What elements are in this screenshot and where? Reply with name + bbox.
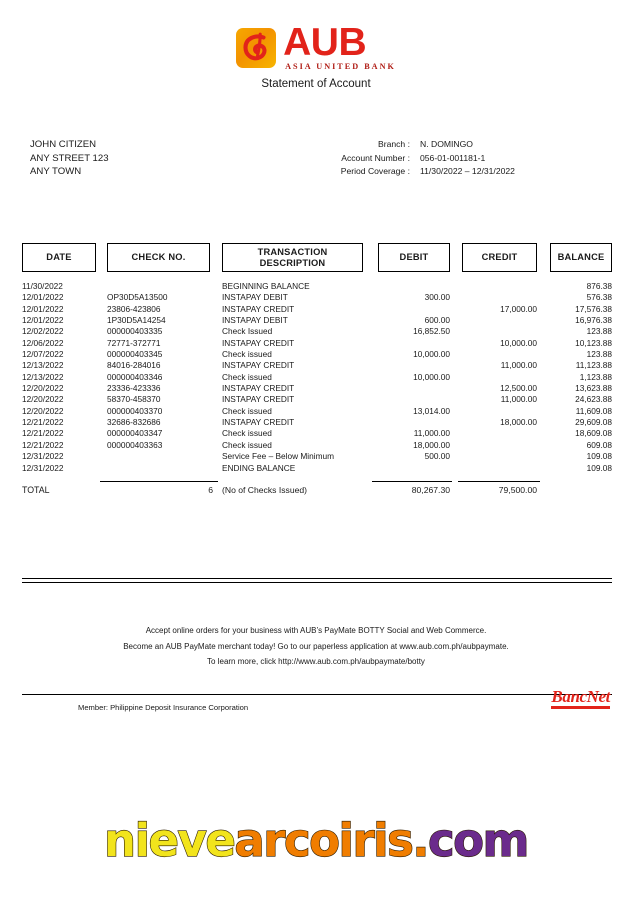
cell-check-no: 23806-423806 — [107, 303, 161, 314]
cell-description: INSTAPAY DEBIT — [222, 315, 288, 326]
page-title: Statement of Account — [261, 78, 371, 91]
cell-balance: 24,623.88 — [575, 394, 612, 405]
cell-date: 12/21/2022 — [22, 428, 64, 439]
cell-date: 12/01/2022 — [22, 303, 64, 314]
table-row — [0, 292, 632, 303]
section-divider-top — [22, 578, 612, 583]
cell-check-no: 000000403363 — [107, 439, 163, 450]
cell-check-no: OP30D5A13500 — [107, 292, 168, 303]
column-header-debit: DEBIT — [378, 243, 450, 272]
cell-description: Check issued — [222, 439, 272, 450]
cell-debit: 18,000.00 — [413, 439, 450, 450]
brand-tagline: ASIA UNITED BANK — [285, 62, 396, 72]
cell-debit: 13,014.00 — [413, 405, 450, 416]
total-credit-rule — [458, 481, 540, 482]
cell-credit: 18,000.00 — [500, 417, 537, 428]
cell-check-no: 000000403345 — [107, 349, 163, 360]
cell-credit: 11,000.00 — [500, 360, 537, 371]
cell-description: INSTAPAY CREDIT — [222, 360, 295, 371]
column-header-check-no: CHECK NO. — [107, 243, 210, 272]
watermark-part-3: com — [427, 814, 528, 867]
cell-balance: 109.08 — [586, 462, 612, 473]
cell-balance: 609.08 — [586, 439, 612, 450]
pdic-member-text: Member: Philippine Deposit Insurance Corporation — [78, 703, 249, 712]
section-divider-bottom — [22, 694, 612, 695]
cell-check-no: 72771-372771 — [107, 337, 161, 348]
table-row — [0, 372, 632, 383]
account-number-value: 056-01-001181-1 — [420, 152, 486, 163]
column-header-description-line1: TRANSACTION — [257, 247, 328, 257]
cell-description: INSTAPAY CREDIT — [222, 303, 295, 314]
total-debit: 80,267.30 — [411, 484, 450, 495]
account-info-block — [0, 138, 632, 186]
cell-description: Check issued — [222, 371, 272, 382]
cell-description: Check issued — [222, 428, 272, 439]
cell-description: Check issued — [222, 349, 272, 360]
bancnet-label: BancNet — [551, 687, 610, 706]
cell-date: 12/20/2022 — [22, 383, 64, 394]
brand-name: AUB — [283, 21, 367, 64]
watermark — [0, 814, 632, 867]
cell-balance: 10,123.88 — [575, 337, 612, 348]
table-row — [0, 360, 632, 371]
period-coverage-value: 11/30/2022 – 12/31/2022 — [420, 166, 515, 176]
period-coverage-label: Period Coverage : — [340, 166, 410, 176]
brand-logo — [0, 21, 632, 72]
cell-debit: 600.00 — [424, 315, 450, 326]
table-row — [0, 463, 632, 474]
document-header — [0, 0, 632, 90]
cell-description: INSTAPAY CREDIT — [222, 337, 295, 348]
transactions-table — [0, 243, 632, 499]
column-header-balance: BALANCE — [550, 243, 612, 272]
cell-date: 11/30/2022 — [22, 281, 63, 291]
cell-debit: 11,000.00 — [413, 428, 450, 439]
branch-label: Branch : — [377, 139, 410, 149]
table-row — [0, 326, 632, 337]
cell-credit: 12,500.00 — [500, 383, 537, 394]
account-detail-row — [318, 138, 548, 152]
table-row — [0, 304, 632, 315]
cell-date: 12/07/2022 — [22, 349, 64, 360]
cell-date: 12/20/2022 — [22, 394, 64, 405]
promo-line-1: Accept online orders for your business with AUB’s PayMate BOTTY Social and Web Commerce. — [145, 626, 487, 635]
column-header-description — [222, 243, 363, 272]
watermark-part-1: nieve — [104, 814, 235, 867]
branch-value: N. DOMINGO — [420, 139, 473, 149]
cell-description: INSTAPAY CREDIT — [222, 394, 295, 405]
table-row — [0, 349, 632, 360]
cell-check-no: 000000403346 — [107, 371, 163, 382]
aub-swirl-logo-icon — [236, 28, 276, 68]
cell-date: 12/06/2022 — [22, 337, 64, 348]
cell-balance: 123.88 — [586, 349, 612, 360]
cell-date: 12/31/2022 — [22, 462, 64, 473]
cell-balance: 576.38 — [586, 292, 612, 303]
total-note: (No of Checks Issued) — [222, 484, 308, 495]
cell-description: BEGINNING BALANCE — [222, 281, 310, 291]
cell-description: Service Fee – Below Minimum — [222, 451, 335, 462]
table-row — [0, 428, 632, 439]
customer-name: JOHN CITIZEN — [30, 139, 97, 150]
cell-balance: 17,576.38 — [575, 303, 612, 314]
cell-balance: 11,609.08 — [575, 405, 612, 416]
cell-date: 12/21/2022 — [22, 439, 64, 450]
table-row — [0, 451, 632, 462]
table-header-row — [0, 243, 632, 272]
cell-debit: 10,000.00 — [413, 349, 450, 360]
cell-date: 12/13/2022 — [22, 371, 64, 382]
cell-balance: 16,976.38 — [575, 315, 612, 326]
cell-debit: 16,852.50 — [413, 326, 450, 337]
cell-description: Check Issued — [222, 326, 273, 337]
cell-date: 12/02/2022 — [22, 326, 64, 337]
promo-line-3[interactable]: To learn more, click http://www.aub.com.ph/aubpaymate/botty — [207, 657, 425, 666]
cell-check-no: 58370-458370 — [107, 394, 161, 405]
cell-check-no: 23336-423336 — [107, 383, 161, 394]
cell-credit: 10,000.00 — [500, 337, 537, 348]
account-details — [318, 138, 548, 179]
promotional-message — [0, 623, 632, 670]
cell-date: 12/21/2022 — [22, 417, 64, 428]
cell-date: 12/31/2022 — [22, 451, 64, 462]
column-header-description-line2: DESCRIPTION — [259, 257, 326, 268]
table-row — [0, 406, 632, 417]
cell-check-no: 1P30D5A14254 — [107, 315, 166, 326]
watermark-part-2: arcoiris. — [234, 814, 428, 867]
column-header-date: DATE — [22, 243, 96, 272]
cell-description: INSTAPAY CREDIT — [222, 383, 295, 394]
cell-check-no: 32686-832686 — [107, 417, 161, 428]
total-check-rule — [100, 481, 218, 482]
table-body — [0, 281, 632, 474]
total-debit-rule — [372, 481, 452, 482]
account-number-label: Account Number : — [341, 152, 410, 163]
cell-balance: 1,123.88 — [579, 371, 612, 382]
cell-check-no: 000000403370 — [107, 405, 163, 416]
table-row — [0, 394, 632, 405]
cell-description: ENDING BALANCE — [222, 462, 296, 473]
total-credit: 79,500.00 — [498, 484, 537, 495]
bancnet-underline — [551, 706, 610, 709]
table-total-row — [0, 485, 632, 499]
cell-check-no: 84016-284016 — [107, 360, 161, 371]
cell-date: 12/01/2022 — [22, 315, 64, 326]
account-detail-row — [318, 152, 548, 166]
cell-credit: 11,000.00 — [500, 394, 537, 405]
cell-debit: 10,000.00 — [413, 371, 450, 382]
cell-balance: 11,123.88 — [575, 360, 612, 371]
cell-debit: 300.00 — [424, 292, 450, 303]
cell-balance: 123.88 — [586, 326, 612, 337]
bancnet-logo — [551, 688, 610, 709]
total-check-count: 6 — [208, 484, 213, 495]
cell-date: 12/01/2022 — [22, 292, 64, 303]
cell-credit: 17,000.00 — [500, 303, 537, 314]
promo-line-2: Become an AUB PayMate merchant today! Go to our paperless application at www.aub.com.ph/aubpaymate. — [123, 641, 509, 651]
column-header-credit: CREDIT — [462, 243, 537, 272]
account-detail-row — [318, 165, 548, 179]
cell-debit: 500.00 — [424, 451, 450, 462]
table-row — [0, 417, 632, 428]
customer-address-line1: ANY STREET 123 — [30, 152, 109, 164]
cell-check-no: 000000403347 — [107, 428, 163, 439]
table-row — [0, 315, 632, 326]
customer-address — [30, 138, 109, 179]
table-row — [0, 383, 632, 394]
cell-date: 12/13/2022 — [22, 360, 64, 371]
cell-balance: 13,623.88 — [575, 383, 612, 394]
table-row — [0, 440, 632, 451]
cell-description: INSTAPAY DEBIT — [222, 292, 288, 303]
cell-description: Check issued — [222, 405, 272, 416]
table-row — [0, 338, 632, 349]
cell-check-no: 000000403335 — [107, 326, 163, 337]
cell-balance: 876.38 — [586, 281, 612, 291]
cell-balance: 109.08 — [586, 451, 612, 462]
cell-balance: 29,609.08 — [575, 417, 612, 428]
cell-balance: 18,609.08 — [575, 428, 612, 439]
total-label: TOTAL — [22, 484, 50, 495]
cell-description: INSTAPAY CREDIT — [222, 417, 295, 428]
cell-date: 12/20/2022 — [22, 405, 64, 416]
table-row — [0, 281, 632, 292]
customer-address-line2: ANY TOWN — [30, 166, 82, 177]
